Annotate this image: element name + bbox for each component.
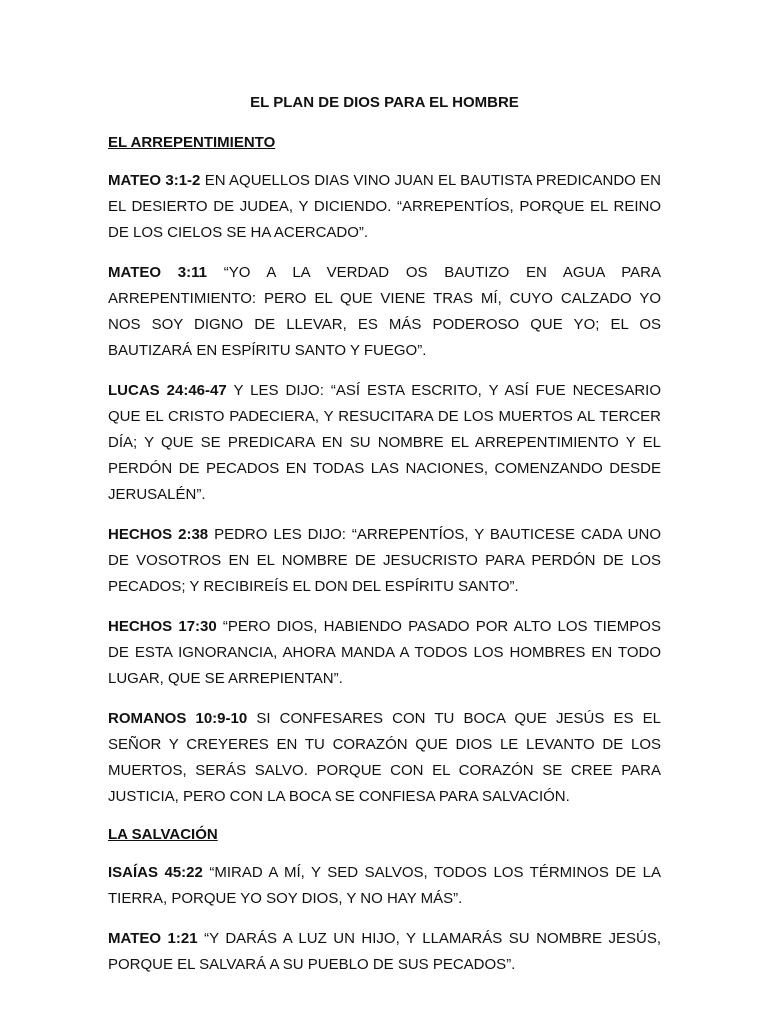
verse-paragraph xyxy=(108,378,661,508)
verse-paragraph xyxy=(108,860,661,912)
verse-reference: HECHOS 17:30 xyxy=(108,618,217,635)
verse-paragraph xyxy=(108,706,661,810)
verse-text: “MIRAD A MÍ, Y SED SALVOS, TODOS LOS TÉRMINOS DE LA TIERRA, PORQUE YO SOY DIOS, Y NO HAY MÁS”. xyxy=(108,864,661,907)
verse-reference: ISAÍAS 45:22 xyxy=(108,864,203,881)
verse-text: Y LES DIJO: “ASÍ ESTA ESCRITO, Y ASÍ FUE NECESARIO QUE EL CRISTO PADECIERA, Y RESUCITARA DE LOS MUERTOS AL TERCER DÍA; Y QUE SE PREDICARA EN SU NOMBRE EL ARREPENTIMIENTO Y EL PERDÓN DE PECADOS EN TODAS LAS NACIONES, COMENZANDO DESDE JERUSALÉN”. xyxy=(108,382,661,503)
verse-text: “YO A LA VERDAD OS BAUTIZO EN AGUA PARA ARREPENTIMIENTO: PERO EL QUE VIENE TRAS MÍ, CUYO CALZADO YO NOS SOY DIGNO DE LLEVAR, ES MÁS PODEROSO QUE YO; EL OS BAUTIZARÁ EN ESPÍRITU SANTO Y FUEGO”. xyxy=(108,264,661,359)
verse-reference: HECHOS 2:38 xyxy=(108,526,209,543)
verse-paragraph xyxy=(108,522,661,600)
verse-reference: MATEO 3:11 xyxy=(108,264,208,281)
verse-paragraph xyxy=(108,926,661,978)
section-heading-arrepentimiento: EL ARREPENTIMIENTO xyxy=(108,134,276,151)
verse-paragraph xyxy=(108,168,661,246)
verse-paragraph xyxy=(108,260,661,364)
document-title: EL PLAN DE DIOS PARA EL HOMBRE xyxy=(250,94,519,111)
verse-reference: LUCAS 24:46-47 xyxy=(108,382,227,399)
verse-text: “PERO DIOS, HABIENDO PASADO POR ALTO LOS TIEMPOS DE ESTA IGNORANCIA, AHORA MANDA A TODOS LOS HOMBRES EN TODO LUGAR, QUE SE ARREPIENTAN”. xyxy=(108,618,661,687)
verse-text: PEDRO LES DIJO: “ARREPENTÍOS, Y BAUTICESE CADA UNO DE VOSOTROS EN EL NOMBRE DE JESUCRISTO PARA PERDÓN DE LOS PECADOS; Y RECIBIREÍS EL DON DEL ESPÍRITU SANTO”. xyxy=(108,526,661,595)
verse-reference: ROMANOS 10:9-10 xyxy=(108,710,248,727)
verse-text: SI CONFESARES CON TU BOCA QUE JESÚS ES EL SEÑOR Y CREYERES EN TU CORAZÓN QUE DIOS LE LEVANTO DE LOS MUERTOS, SERÁS SALVO. PORQUE CON EL CORAZÓN SE CREE PARA JUSTICIA, PERO CON LA BOCA SE CONFIESA PARA SALVACIÓN. xyxy=(108,710,662,805)
verse-reference: MATEO 1:21 xyxy=(108,930,198,947)
document-page xyxy=(108,92,661,992)
section-heading-salvacion: LA SALVACIÓN xyxy=(108,826,218,843)
verse-text: “Y DARÁS A LUZ UN HIJO, Y LLAMARÁS SU NOMBRE JESÚS, PORQUE EL SALVARÁ A SU PUEBLO DE SUS PECADOS”. xyxy=(108,930,661,973)
verse-text: EN AQUELLOS DIAS VINO JUAN EL BAUTISTA PREDICANDO EN EL DESIERTO DE JUDEA, Y DICIENDO. “ARREPENTÍOS, PORQUE EL REINO DE LOS CIELOS SE HA ACERCADO”. xyxy=(108,172,662,241)
verse-reference: MATEO 3:1-2 xyxy=(108,172,201,189)
verse-paragraph xyxy=(108,614,661,692)
